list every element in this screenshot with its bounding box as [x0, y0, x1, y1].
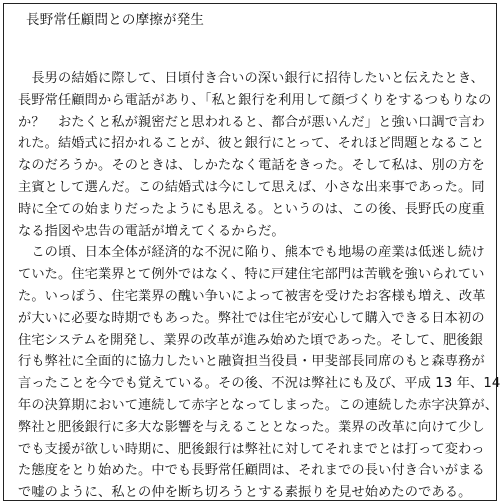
text-line: でも支援が欲しい時期に、肥後銀行は弊社に対してそれまでとは打って変わっ: [18, 441, 485, 457]
text-line: 主賓として選んだ。この結婚式は今にして思えば、小さな出来事であった。同: [18, 179, 485, 195]
text-line: この頃、日本全体が経済的な不況に陥り、熊本でも地場の産業は低迷し続け: [18, 245, 485, 261]
text-line: 長野常任顧問から電話があり、「私と銀行を利用して顔づくりをするつもりなの: [18, 92, 492, 108]
text-line: 行も弊社に全面的に協力したいと融資担当役員・甲斐部長同席のもと森専務が: [18, 354, 485, 370]
text-line: た。いっぽう、住宅業界の醜い争いによって被害を受けたお客様も増え、改革: [18, 288, 486, 304]
text-line: が大いに必要な時期でもあった。弊社では住宅が安心して購入できる日本初の: [18, 310, 485, 326]
text-line: なのだろうか。そのときは、しかたなく電話をきった。そして私は、別の方を: [18, 158, 485, 174]
text-line: ていた。住宅業界とて例外ではなく、特に戸建住宅部門は苦戦を強いられてい: [18, 267, 485, 283]
text-line: 弊社と肥後銀行に多大な影響を与えることとなった。業界の改革に向けて少し: [18, 419, 485, 435]
text-line: で嘘のように、私との仲を断ち切ろうとする素振りを見せ始めたのである。: [18, 485, 472, 501]
text-line: か？ おたくと私が親密だと思われると、都合が悪いんだ」と強い口調で言わ: [18, 114, 485, 130]
text-line: た態度をとり始めた。中でも長野常任顧問は、それまでの長い付き合いがまる: [18, 463, 485, 479]
text-line: 時に全ての始まりだったようにも思える。というのは、この後、長野氏の度重: [18, 201, 485, 217]
text-line: 住宅システムを開発し、業界の改革が進み始めた頃であった。そして、肥後銀: [18, 332, 484, 348]
text-line: 長男の結婚に際して、日頃付き合いの深い銀行に招待したいと伝えたとき、: [18, 71, 485, 86]
text-line: 言ったことを今でも覚えている。その後、不況は弊社にも及び、平成 13 年、14: [18, 376, 500, 392]
text-line: なる指図や忠告の電話が増えてくるからだ。: [18, 223, 285, 239]
section-heading: 長野常任顧問との摩擦が発生: [26, 12, 205, 28]
body-text: [18, 68, 500, 504]
text-line: れた。結婚式に招かれることが、彼と銀行にとって、それほど問題となること: [18, 136, 485, 152]
text-line: 年の決算期において連続して赤字となってしまった。この連続した赤字決算が、: [18, 397, 499, 413]
